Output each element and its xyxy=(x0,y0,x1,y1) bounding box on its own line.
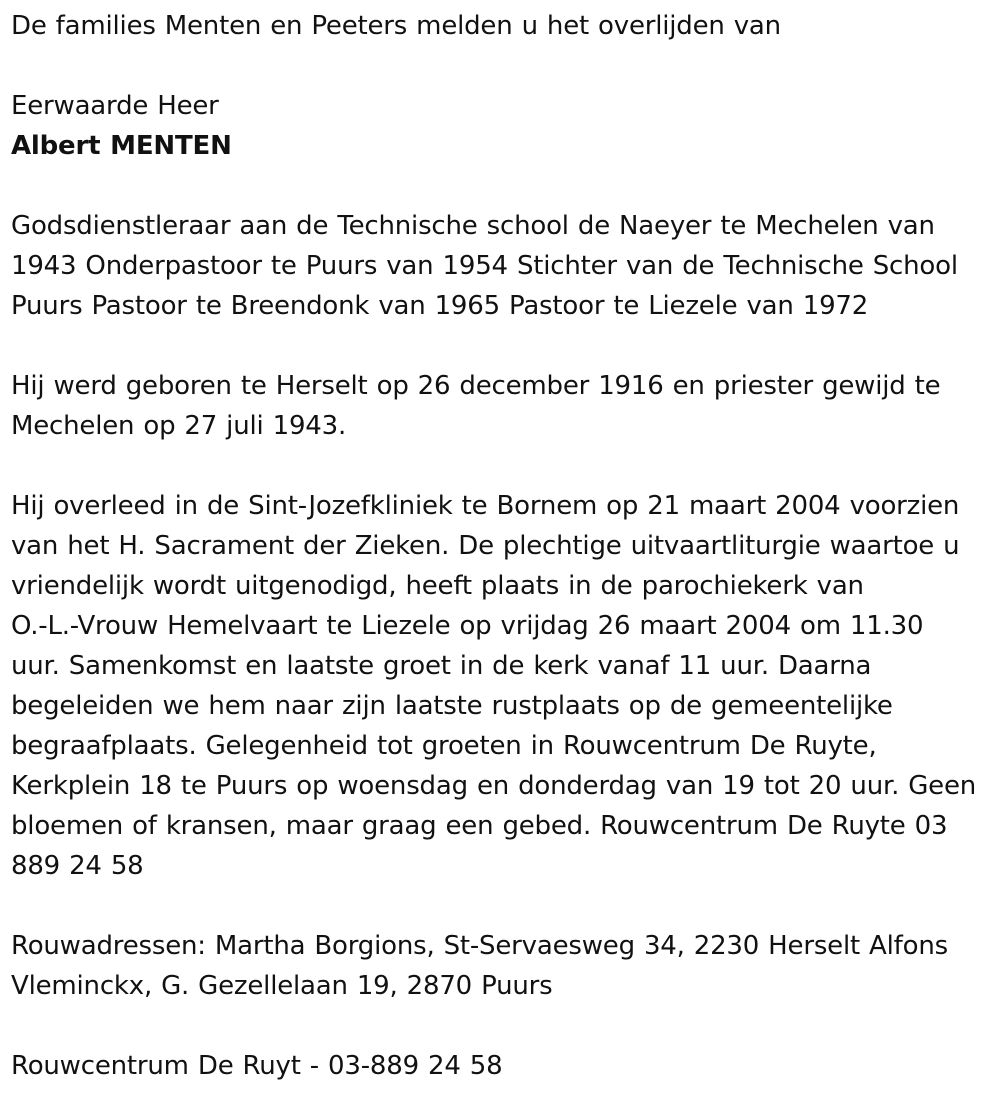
death-line: O.-L.-Vrouw Hemelvaart te Liezele op vrijdag 26 maart 2004 om 11.30 xyxy=(11,611,924,641)
spacer xyxy=(11,326,996,366)
spacer xyxy=(11,886,996,926)
death-line: vriendelijk wordt uitgenodigd, heeft plaats in de parochiekerk van xyxy=(11,571,864,601)
spacer xyxy=(11,446,996,486)
death-paragraph xyxy=(11,486,996,886)
address-line: Rouwadressen: Martha Borgions, St-Servaesweg 34, 2230 Herselt Alfons xyxy=(11,931,948,961)
spacer xyxy=(11,46,996,86)
addresses-paragraph xyxy=(11,926,996,1006)
spacer xyxy=(11,166,996,206)
death-line: begeleiden we hem naar zijn laatste rustplaats op de gemeentelijke xyxy=(11,691,893,721)
intro-text: De families Menten en Peeters melden u het overlijden van xyxy=(11,11,781,41)
birth-line: Mechelen op 27 juli 1943. xyxy=(11,411,347,441)
death-line: Kerkplein 18 te Puurs op woensdag en donderdag van 19 tot 20 uur. Geen xyxy=(11,771,977,801)
deceased-name: Albert MENTEN xyxy=(11,131,232,161)
career-line: 1943 Onderpastoor te Puurs van 1954 Stichter van de Technische School xyxy=(11,251,958,281)
honorific-title: Eerwaarde Heer xyxy=(11,91,219,121)
death-line: bloemen of kransen, maar graag een gebed. Rouwcentrum De Ruyte 03 xyxy=(11,811,948,841)
birth-line: Hij werd geboren te Herselt op 26 december 1916 en priester gewijd te xyxy=(11,371,941,401)
death-line: Hij overleed in de Sint-Jozefkliniek te Bornem op 21 maart 2004 voorzien xyxy=(11,491,960,521)
death-line: begraafplaats. Gelegenheid tot groeten in Rouwcentrum De Ruyte, xyxy=(11,731,877,761)
death-line: van het H. Sacrament der Zieken. De plechtige uitvaartliturgie waartoe u xyxy=(11,531,960,561)
birth-paragraph xyxy=(11,366,996,446)
career-paragraph xyxy=(11,206,996,326)
career-line: Puurs Pastoor te Breendonk van 1965 Pastoor te Liezele van 1972 xyxy=(11,291,869,321)
obituary-notice xyxy=(11,6,996,1086)
funeral-home-contact: Rouwcentrum De Ruyt - 03-889 24 58 xyxy=(11,1051,503,1081)
spacer xyxy=(11,1006,996,1046)
career-line: Godsdienstleraar aan de Technische school de Naeyer te Mechelen van xyxy=(11,211,935,241)
death-line: uur. Samenkomst en laatste groet in de kerk vanaf 11 uur. Daarna xyxy=(11,651,872,681)
address-line: Vleminckx, G. Gezellelaan 19, 2870 Puurs xyxy=(11,971,553,1001)
death-line: 889 24 58 xyxy=(11,851,144,881)
